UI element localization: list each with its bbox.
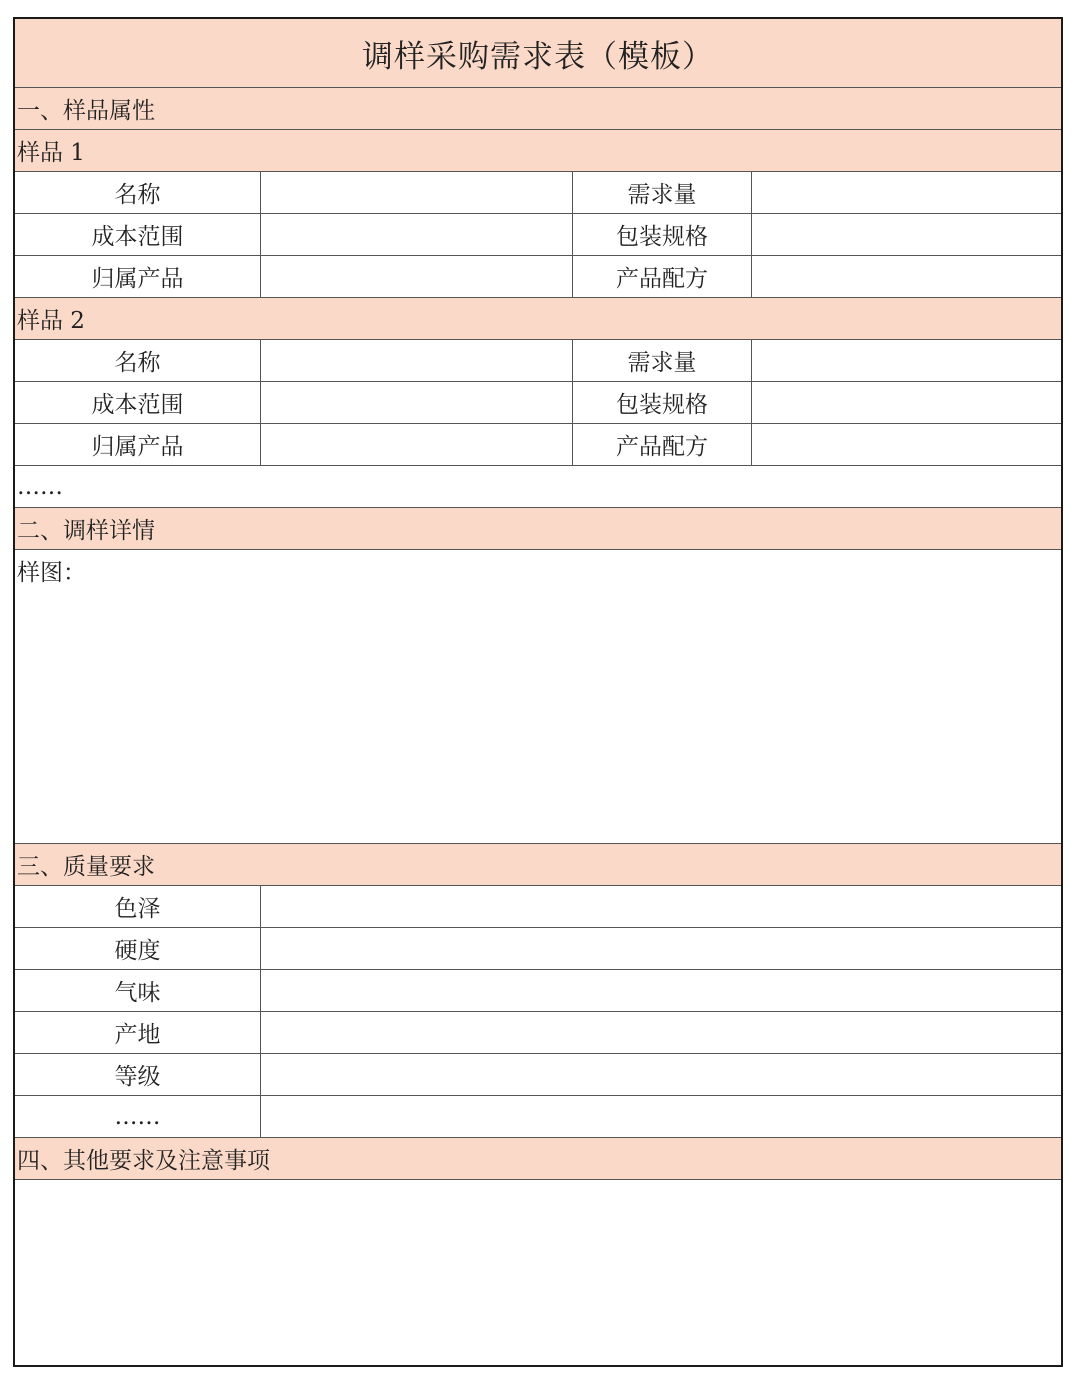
- section-quality-requirements: 三、质量要求: [15, 844, 1061, 886]
- field-value[interactable]: [752, 214, 1061, 255]
- field-label: 包装规格: [573, 214, 752, 255]
- field-value[interactable]: [261, 424, 573, 465]
- field-value[interactable]: [752, 340, 1061, 381]
- quality-value[interactable]: [261, 1096, 1061, 1137]
- field-label: 产品配方: [573, 256, 752, 297]
- sample-2-row-3: [15, 424, 1061, 466]
- field-value[interactable]: [752, 382, 1061, 423]
- field-label: 名称: [15, 340, 261, 381]
- quality-label: 等级: [15, 1054, 261, 1095]
- requisition-form: [13, 17, 1063, 1367]
- quality-value[interactable]: [261, 1054, 1061, 1095]
- quality-label: 色泽: [15, 886, 261, 927]
- quality-row-grade: [15, 1054, 1061, 1096]
- sample-1-heading: 样品 1: [15, 130, 1061, 172]
- quality-row-more: [15, 1096, 1061, 1138]
- sample-2-row-2: [15, 382, 1061, 424]
- other-requirements-area[interactable]: [15, 1180, 1061, 1365]
- field-value[interactable]: [752, 256, 1061, 297]
- field-value[interactable]: [752, 172, 1061, 213]
- section-sample-details: 二、调样详情: [15, 508, 1061, 550]
- sample-2-heading: 样品 2: [15, 298, 1061, 340]
- section-other-requirements: 四、其他要求及注意事项: [15, 1138, 1061, 1180]
- field-value[interactable]: [752, 424, 1061, 465]
- field-label: 名称: [15, 172, 261, 213]
- field-label: 归属产品: [15, 424, 261, 465]
- quality-row-hardness: [15, 928, 1061, 970]
- more-samples-ellipsis: ……: [15, 466, 1061, 508]
- field-value[interactable]: [261, 340, 573, 381]
- quality-label: 气味: [15, 970, 261, 1011]
- quality-value[interactable]: [261, 886, 1061, 927]
- field-value[interactable]: [261, 382, 573, 423]
- field-label: 成本范围: [15, 214, 261, 255]
- field-value[interactable]: [261, 172, 573, 213]
- quality-value[interactable]: [261, 970, 1061, 1011]
- section-sample-attributes: 一、样品属性: [15, 88, 1061, 130]
- sample-1-row-2: [15, 214, 1061, 256]
- sample-2-row-1: [15, 340, 1061, 382]
- sample-1-row-3: [15, 256, 1061, 298]
- field-value[interactable]: [261, 256, 573, 297]
- quality-value[interactable]: [261, 1012, 1061, 1053]
- field-label: 产品配方: [573, 424, 752, 465]
- field-value[interactable]: [261, 214, 573, 255]
- quality-label: 产地: [15, 1012, 261, 1053]
- sample-1-row-1: [15, 172, 1061, 214]
- sample-image-label: 样图：: [17, 560, 86, 586]
- field-label: 需求量: [573, 172, 752, 213]
- sample-image-area[interactable]: [15, 550, 1061, 844]
- quality-row-color: [15, 886, 1061, 928]
- quality-row-origin: [15, 1012, 1061, 1054]
- quality-value[interactable]: [261, 928, 1061, 969]
- field-label: 包装规格: [573, 382, 752, 423]
- field-label: 需求量: [573, 340, 752, 381]
- field-label: 归属产品: [15, 256, 261, 297]
- form-title: 调样采购需求表（模板）: [15, 19, 1061, 88]
- quality-row-odor: [15, 970, 1061, 1012]
- field-label: 成本范围: [15, 382, 261, 423]
- quality-label: ……: [15, 1096, 261, 1137]
- quality-label: 硬度: [15, 928, 261, 969]
